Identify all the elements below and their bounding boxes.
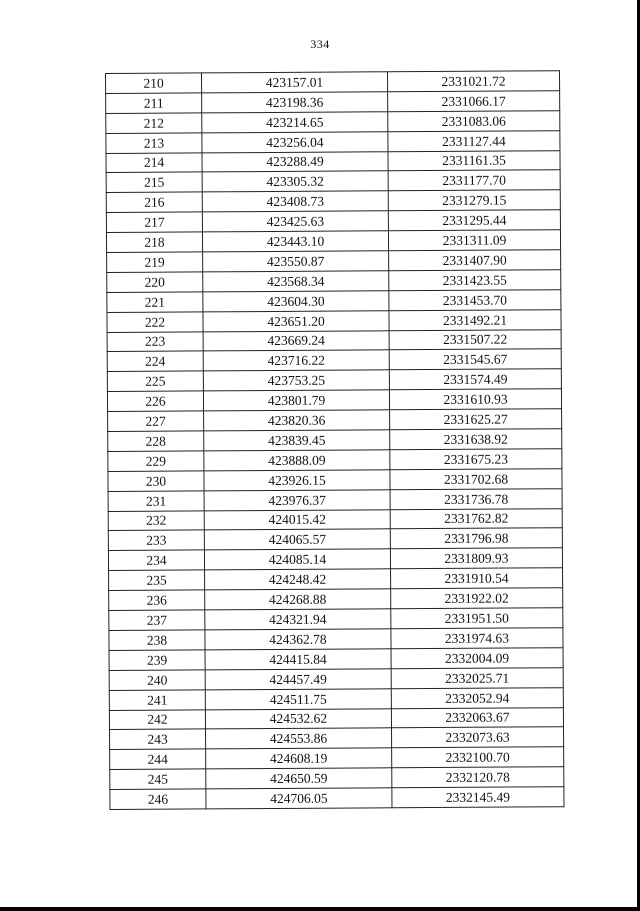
y-coordinate-cell: 2331545.67 [389,349,561,370]
x-coordinate-cell: 424362.78 [205,629,391,650]
table-row [107,349,561,372]
scan-edge-bottom [0,907,640,911]
table-row [106,210,560,233]
y-coordinate-cell: 2331083.06 [388,111,560,132]
table-row [107,329,561,352]
table-row [108,409,562,432]
x-coordinate-cell: 423888.09 [204,450,390,471]
y-coordinate-cell: 2331066.17 [388,91,560,112]
y-coordinate-cell: 2331625.27 [390,409,562,430]
x-coordinate-cell: 423256.04 [202,131,388,152]
x-coordinate-cell: 423716.22 [203,350,389,371]
point-number-cell: 218 [106,232,202,252]
point-number-cell: 220 [107,272,203,292]
table-row [108,508,562,531]
y-coordinate-cell: 2331736.78 [390,488,562,509]
point-number-cell: 216 [106,192,202,212]
point-number-cell: 226 [107,391,203,411]
y-coordinate-cell: 2332004.09 [391,648,563,669]
y-coordinate-cell: 2331702.68 [390,469,562,490]
x-coordinate-cell: 424511.75 [205,688,391,709]
x-coordinate-cell: 423425.63 [202,211,388,232]
x-coordinate-cell: 424706.05 [206,788,392,809]
coordinate-table-container [105,70,563,810]
x-coordinate-cell: 423157.01 [202,72,388,93]
point-number-cell: 240 [109,670,205,690]
x-coordinate-cell: 424015.42 [204,509,390,530]
point-number-cell: 238 [109,630,205,650]
x-coordinate-cell: 423926.15 [204,470,390,491]
x-coordinate-cell: 423604.30 [203,291,389,312]
point-number-cell: 243 [110,729,206,749]
table-row [108,469,562,492]
point-number-cell: 224 [107,351,203,371]
point-number-cell: 210 [106,73,202,93]
y-coordinate-cell: 2331796.98 [390,528,562,549]
table-row [107,309,561,332]
x-coordinate-cell: 423669.24 [203,330,389,351]
x-coordinate-cell: 424085.14 [204,549,390,570]
x-coordinate-cell: 423214.65 [202,112,388,133]
point-number-cell: 237 [109,610,205,630]
table-row [109,568,563,591]
point-number-cell: 245 [110,769,206,789]
point-number-cell: 219 [107,252,203,272]
x-coordinate-cell: 424553.86 [206,728,392,749]
table-row [108,429,562,452]
point-number-cell: 214 [106,152,202,172]
table-row [106,91,560,114]
point-number-cell: 222 [107,312,203,332]
y-coordinate-cell: 2332063.67 [391,707,563,728]
point-number-cell: 223 [107,331,203,351]
x-coordinate-cell: 424532.62 [205,708,391,729]
x-coordinate-cell: 423801.79 [203,390,389,411]
y-coordinate-cell: 2332120.78 [392,767,564,788]
y-coordinate-cell: 2331021.72 [387,71,559,92]
point-number-cell: 227 [108,411,204,431]
x-coordinate-cell: 423408.73 [202,191,388,212]
y-coordinate-cell: 2331177.70 [388,170,560,191]
x-coordinate-cell: 423288.49 [202,151,388,172]
point-number-cell: 242 [109,709,205,729]
table-row [110,727,564,750]
point-number-cell: 213 [106,133,202,153]
y-coordinate-cell: 2331910.54 [391,568,563,589]
point-number-cell: 236 [109,590,205,610]
x-coordinate-cell: 424065.57 [204,529,390,550]
point-number-cell: 217 [106,212,202,232]
y-coordinate-cell: 2331809.93 [390,548,562,569]
point-number-cell: 234 [108,550,204,570]
x-coordinate-cell: 424608.19 [206,748,392,769]
y-coordinate-cell: 2331295.44 [388,210,560,231]
x-coordinate-cell: 423651.20 [203,310,389,331]
table-row [107,369,561,392]
y-coordinate-cell: 2331762.82 [390,508,562,529]
point-number-cell: 241 [109,690,205,710]
y-coordinate-cell: 2332025.71 [391,667,563,688]
table-row [106,170,560,193]
point-number-cell: 212 [106,113,202,133]
point-number-cell: 221 [107,292,203,312]
y-coordinate-cell: 2331507.22 [389,329,561,350]
table-row [108,449,562,472]
point-number-cell: 232 [108,510,204,530]
point-number-cell: 225 [107,371,203,391]
y-coordinate-cell: 2331974.63 [391,628,563,649]
table-row [109,588,563,611]
y-coordinate-cell: 2331574.49 [389,369,561,390]
x-coordinate-cell: 424248.42 [205,569,391,590]
y-coordinate-cell: 2331453.70 [389,290,561,311]
y-coordinate-cell: 2331951.50 [391,608,563,629]
x-coordinate-cell: 423550.87 [203,251,389,272]
y-coordinate-cell: 2331492.21 [389,309,561,330]
y-coordinate-cell: 2331407.90 [389,250,561,271]
point-number-cell: 239 [109,650,205,670]
table-row [108,528,562,551]
x-coordinate-cell: 423305.32 [202,171,388,192]
point-number-cell: 230 [108,471,204,491]
point-number-cell: 211 [106,93,202,113]
table-row [110,747,564,770]
y-coordinate-cell: 2331127.44 [388,130,560,151]
x-coordinate-cell: 423839.45 [204,430,390,451]
table-row [109,628,563,651]
table-row [106,190,560,213]
y-coordinate-cell: 2331311.09 [388,230,560,251]
table-row [107,270,561,293]
table-row [107,250,561,273]
table-row [107,290,561,313]
table-row [109,667,563,690]
y-coordinate-cell: 2331922.02 [391,588,563,609]
point-number-cell: 231 [108,491,204,511]
y-coordinate-cell: 2331423.55 [389,270,561,291]
coordinate-table [105,70,564,810]
table-row [108,548,562,571]
table-row [109,648,563,671]
x-coordinate-cell: 423820.36 [204,410,390,431]
y-coordinate-cell: 2332052.94 [391,687,563,708]
x-coordinate-cell: 423568.34 [203,271,389,292]
x-coordinate-cell: 423198.36 [202,92,388,113]
table-row [108,488,562,511]
table-row [106,230,560,253]
y-coordinate-cell: 2332145.49 [392,787,564,808]
table-row [109,707,563,730]
table-row [109,687,563,710]
x-coordinate-cell: 424321.94 [205,609,391,630]
x-coordinate-cell: 423976.37 [204,489,390,510]
point-number-cell: 229 [108,451,204,471]
x-coordinate-cell: 424415.84 [205,649,391,670]
coordinate-table-body [106,71,564,810]
x-coordinate-cell: 424650.59 [206,768,392,789]
table-row [109,608,563,631]
y-coordinate-cell: 2332100.70 [392,747,564,768]
x-coordinate-cell: 424268.88 [205,589,391,610]
table-row [107,389,561,412]
y-coordinate-cell: 2331610.93 [389,389,561,410]
table-row [110,767,564,790]
point-number-cell: 246 [110,789,206,809]
x-coordinate-cell: 423753.25 [203,370,389,391]
table-row [106,111,560,134]
table-row [106,150,560,173]
table-row [106,71,560,94]
x-coordinate-cell: 423443.10 [202,231,388,252]
point-number-cell: 233 [108,530,204,550]
y-coordinate-cell: 2331279.15 [388,190,560,211]
y-coordinate-cell: 2331638.92 [390,429,562,450]
x-coordinate-cell: 424457.49 [205,668,391,689]
point-number-cell: 235 [109,570,205,590]
table-row [110,787,564,810]
table-row [106,130,560,153]
page-number: 334 [310,37,330,51]
point-number-cell: 244 [110,749,206,769]
y-coordinate-cell: 2331675.23 [390,449,562,470]
y-coordinate-cell: 2332073.63 [392,727,564,748]
y-coordinate-cell: 2331161.35 [388,150,560,171]
point-number-cell: 215 [106,172,202,192]
point-number-cell: 228 [108,431,204,451]
